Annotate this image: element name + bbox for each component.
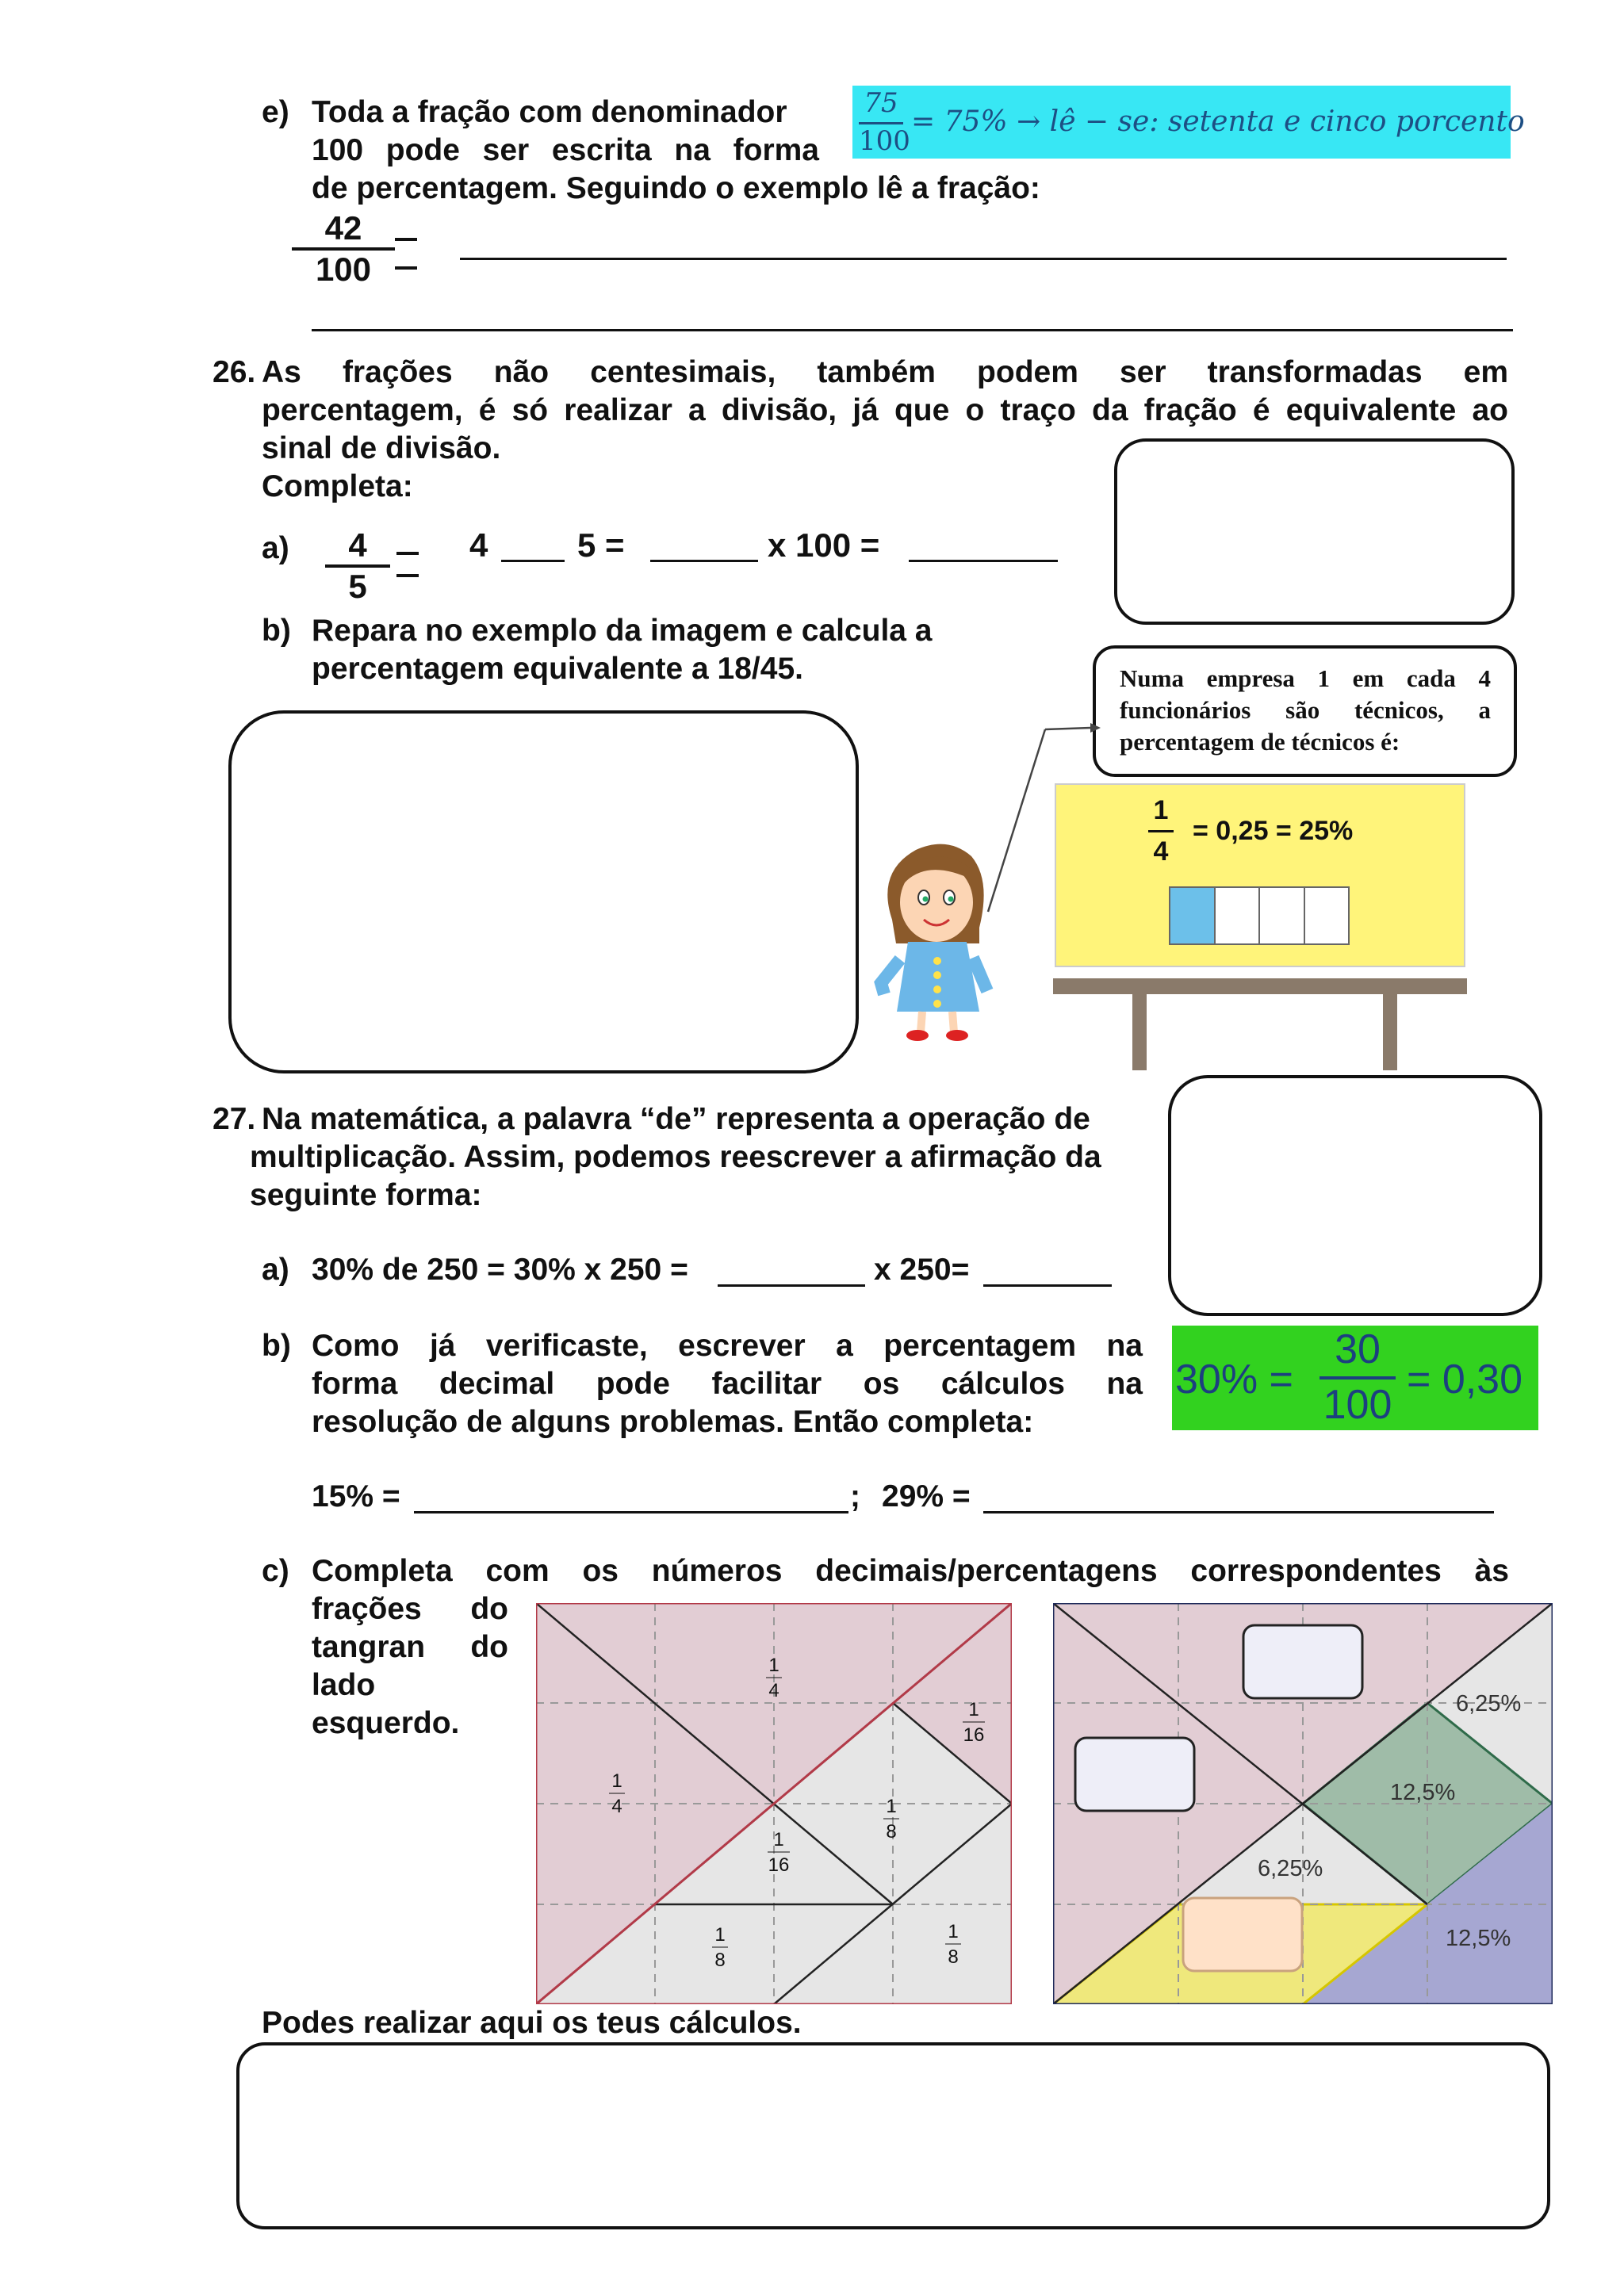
- green-right: = 0,30: [1407, 1357, 1523, 1402]
- q26a-expr-c: x 100 =: [768, 526, 880, 564]
- tl-d6: 8: [714, 1950, 726, 1971]
- tl-d7: 8: [948, 1946, 959, 1968]
- example-num: 75: [864, 87, 898, 119]
- answer-box-q26a[interactable]: [1114, 438, 1515, 625]
- girl-illustration: [860, 825, 1011, 1047]
- tl-d2: 16: [963, 1724, 985, 1746]
- q27b-sep: ;: [850, 1479, 860, 1513]
- q26a-expr-b: 5 =: [577, 526, 625, 564]
- tr-label4: 12,5%: [1446, 1926, 1511, 1951]
- answer-chip-left[interactable]: [1075, 1738, 1194, 1811]
- calc-label: Podes realizar aqui os teus cálculos.: [262, 2006, 802, 2040]
- green-num: 30: [1335, 1326, 1381, 1372]
- q27c-line4: lado: [312, 1668, 376, 1702]
- q25e-line1: Toda a fração com denominador: [312, 95, 787, 129]
- answer-chip-top[interactable]: [1243, 1625, 1362, 1698]
- q25e-line2: 100 pode ser escrita na forma: [312, 133, 819, 167]
- q26-line2: percentagem, é só realizar a divisão, já que o traço da fração é equivalente ao: [262, 393, 1508, 427]
- tl-n5: 1: [773, 1829, 784, 1850]
- q26a-blank-result[interactable]: [909, 560, 1058, 562]
- q27b-line2: forma decimal pode facilitar os cálculos na: [312, 1367, 1143, 1401]
- q27-line2: multiplicação. Assim, podemos reescrever a afirmação da: [250, 1140, 1101, 1174]
- answer-box-q27a[interactable]: [1168, 1075, 1542, 1316]
- q27b-p15: 15% =: [312, 1479, 400, 1513]
- fraction-numerator: 4: [348, 526, 367, 564]
- tl-n6: 1: [714, 1924, 726, 1946]
- green-left: 30% =: [1175, 1357, 1293, 1402]
- table-leg-left: [1132, 994, 1147, 1070]
- fraction-denominator: 5: [348, 568, 367, 605]
- tr-label3: 6,25%: [1258, 1856, 1323, 1881]
- q26a-blank-op[interactable]: [501, 560, 565, 562]
- green-den: 100: [1323, 1382, 1392, 1428]
- speech-text: Numa empresa 1 em cada 4 funcionários são técnicos, a percentagem de técnicos é:: [1120, 664, 1491, 756]
- board-equation: = 0,25 = 25%: [1193, 816, 1354, 846]
- q27b-line3: resolução de alguns problemas. Então completa:: [312, 1405, 1034, 1439]
- q26a-blank-quotient[interactable]: [650, 560, 758, 562]
- tl-d4: 8: [886, 1821, 897, 1843]
- example-reading: = 75% → lê − se: setenta e cinco porcento: [911, 105, 1525, 138]
- q26-completa: Completa:: [262, 469, 413, 503]
- q27a-blank2[interactable]: [983, 1284, 1112, 1287]
- q26b-line2: percentagem equivalente a 18/45.: [312, 652, 803, 686]
- tl-d3: 4: [611, 1796, 622, 1817]
- table-leg-right: [1383, 994, 1397, 1070]
- answer-box-q26b[interactable]: [228, 710, 859, 1073]
- q27c-line2: frações do: [312, 1592, 508, 1626]
- tl-d5: 16: [768, 1854, 790, 1876]
- tr-label1: 6,25%: [1456, 1691, 1522, 1716]
- q27c-line5: esquerdo.: [312, 1706, 460, 1740]
- q27c-letter: c): [262, 1554, 289, 1588]
- q26a-letter: a): [262, 531, 289, 565]
- q26-line1: As frações não centesimais, também podem ser transformadas em: [262, 355, 1508, 389]
- fraction-42-100: [292, 209, 395, 289]
- tangram-right: [1053, 1603, 1553, 2004]
- q27a-blank1[interactable]: [718, 1284, 865, 1287]
- fraction-bar-diagram: [1169, 886, 1350, 945]
- tangram-left: [536, 1603, 1012, 2004]
- q27a-text1: 30% de 250 = 30% x 250 =: [312, 1253, 688, 1287]
- q27c-line1: Completa com os números decimais/percentagens correspondentes às: [312, 1554, 1509, 1588]
- q27-number: 27.: [213, 1102, 256, 1136]
- fraction-4-5: [325, 526, 390, 606]
- example-den: 100: [859, 125, 910, 157]
- answer-line-42-2[interactable]: [312, 329, 1513, 331]
- fraction-denominator: 100: [315, 251, 372, 288]
- board-fraction-num: 1: [1153, 795, 1169, 825]
- q27a-text2: x 250=: [874, 1253, 970, 1287]
- fraction-numerator: 42: [324, 209, 362, 247]
- tr-label2: 12,5%: [1390, 1780, 1456, 1805]
- q26-number: 26.: [213, 355, 256, 389]
- q26b-line1: Repara no exemplo da imagem e calcula a: [312, 614, 933, 648]
- q27b-p29: 29% =: [882, 1479, 971, 1513]
- q27-line3: seguinte forma:: [250, 1178, 482, 1212]
- answer-line-42-1[interactable]: [460, 258, 1507, 260]
- q25e-letter: e): [262, 95, 289, 129]
- q26a-expr-a: 4: [469, 526, 488, 564]
- q27b-letter: b): [262, 1329, 291, 1363]
- q26-line3: sinal de divisão.: [262, 431, 501, 465]
- q25e-line3: de percentagem. Seguindo o exemplo lê a fração:: [312, 171, 1040, 205]
- board-fraction-den: 4: [1153, 836, 1169, 867]
- tl-n4: 1: [886, 1796, 897, 1817]
- q26b-letter: b): [262, 614, 291, 648]
- q27a-letter: a): [262, 1253, 289, 1287]
- table-top: [1053, 978, 1467, 994]
- percent-example-cyan: [852, 86, 1525, 159]
- tl-n2: 1: [968, 1699, 979, 1720]
- calc-box[interactable]: [236, 2042, 1550, 2229]
- tl-d1: 4: [768, 1680, 779, 1701]
- q27-line1: Na matemática, a palavra “de” representa a operação de: [262, 1102, 1090, 1136]
- answer-chip-bottom[interactable]: [1183, 1898, 1302, 1971]
- tl-n3: 1: [611, 1770, 622, 1792]
- tl-n7: 1: [948, 1921, 959, 1942]
- percent-example-green: [1172, 1326, 1538, 1430]
- q27b-line1: Como já verificaste, escrever a percentagem na: [312, 1329, 1143, 1363]
- tl-n1: 1: [768, 1655, 779, 1676]
- q27b-blank-29[interactable]: [983, 1511, 1494, 1513]
- q27b-blank-15[interactable]: [414, 1511, 848, 1513]
- q27c-line3: tangran do: [312, 1630, 508, 1664]
